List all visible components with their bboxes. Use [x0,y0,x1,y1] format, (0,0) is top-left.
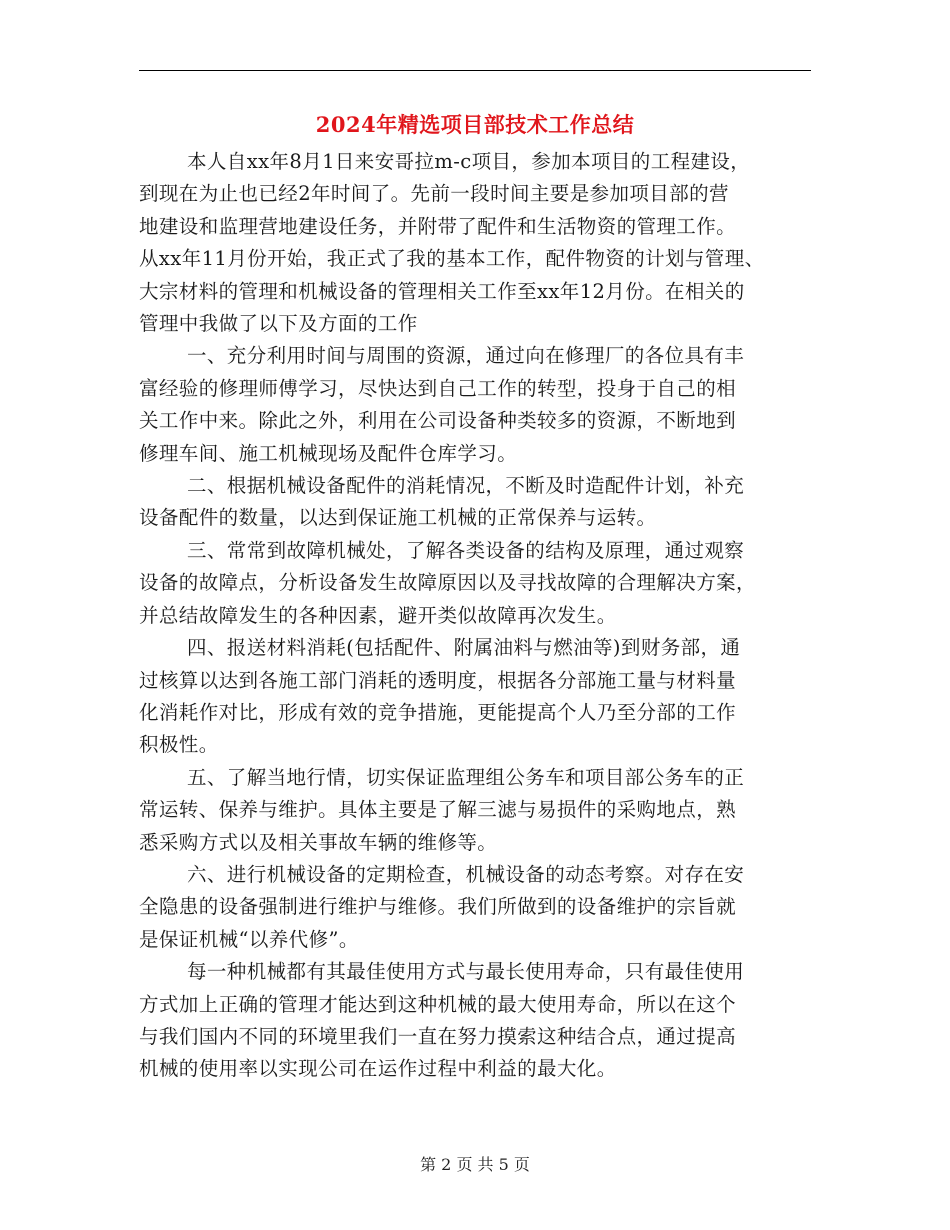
paragraph-line: 地建设和监理营地建设任务，并附带了配件和生活物资的管理工作。 [139,214,737,238]
page-number-footer: 第 2 页 共 5 页 [420,1155,530,1174]
paragraph-first-line: 本人自xx年8月1日来安哥拉m-c项目，参加本项目的工程建设， [187,150,751,173]
paragraph-line: 从xx年11月份开始，我正式了我的基本工作，配件物资的计划与管理、 [139,247,765,271]
paragraph [139,340,811,470]
paragraph-first-line: 四、报送材料消耗(包括配件、附属油料与燃油等)到财务部，通 [187,636,741,660]
paragraph [139,956,811,1086]
document-title: 2024年精选项目部技术工作总结 [315,112,635,137]
header-rule [139,70,811,71]
paragraph-line: 关工作中来。除此之外，利用在公司设备种类较多的资源，不断地到 [139,409,737,433]
paragraph [139,632,811,762]
paragraph-line: 过核算以达到各施工部门消耗的透明度，根据各分部施工量与材料量 [139,668,737,692]
paragraph-line: 积极性。 [139,733,219,757]
paragraph-line: 与我们国内不同的环境里我们一直在努力摸索这种结合点，通过提高 [139,1024,737,1048]
paragraph [139,146,811,340]
paragraph-line: 方式加上正确的管理才能达到这种机械的最大使用寿命，所以在这个 [139,992,737,1016]
paragraph-line: 全隐患的设备强制进行维护与维修。我们所做到的设备维护的宗旨就 [139,895,737,919]
paragraph-first-line: 五、了解当地行情，切实保证监理组公务车和项目部公务车的正 [187,765,745,789]
paragraph-first-line: 一、充分利用时间与周围的资源，通过向在修理厂的各位具有丰 [187,344,745,368]
paragraph-line: 机械的使用率以实现公司在运作过程中利益的最大化。 [139,1057,617,1081]
paragraph [139,762,811,859]
paragraph [139,535,811,632]
paragraph-line: 富经验的修理师傅学习，尽快达到自己工作的转型，投身于自己的相 [139,376,737,400]
paragraph-line: 修理车间、施工机械现场及配件仓库学习。 [139,441,518,465]
paragraph-line: 并总结故障发生的各种因素，避开类似故障再次发生。 [139,603,617,627]
paragraph-line: 大宗材料的管理和机械设备的管理相关工作至xx年12月份。在相关的 [139,279,745,303]
paragraph-line: 管理中我做了以下及方面的工作 [139,312,418,336]
document-body [139,146,811,1086]
paragraph-line: 到现在为止也已经2年时间了。先前一段时间主要是参加项目部的营 [139,182,729,206]
paragraph-first-line: 每一种机械都有其最佳使用方式与最长使用寿命，只有最佳使用 [187,960,745,984]
paragraph-line: 是保证机械“以养代修”。 [139,927,359,951]
paragraph-line: 化消耗作对比，形成有效的竞争措施，更能提高个人乃至分部的工作 [139,700,737,724]
paragraph-line: 悉采购方式以及相关事故车辆的维修等。 [139,830,498,854]
paragraph [139,859,811,956]
paragraph-first-line: 三、常常到故障机械处，了解各类设备的结构及原理，通过观察 [187,538,745,562]
paragraph-line: 设备配件的数量，以达到保证施工机械的正常保养与运转。 [139,506,657,530]
paragraph-first-line: 二、根据机械设备配件的消耗情况，不断及时造配件计划，补充 [187,474,745,498]
paragraph-line: 常运转、保养与维护。具体主要是了解三滤与易损件的采购地点，熟 [139,798,737,822]
paragraph-line: 设备的故障点，分析设备发生故障原因以及寻找故障的合理解决方案， [139,571,756,595]
paragraph-first-line: 六、进行机械设备的定期检查，机械设备的动态考察。对存在安 [187,862,745,886]
paragraph [139,470,811,535]
